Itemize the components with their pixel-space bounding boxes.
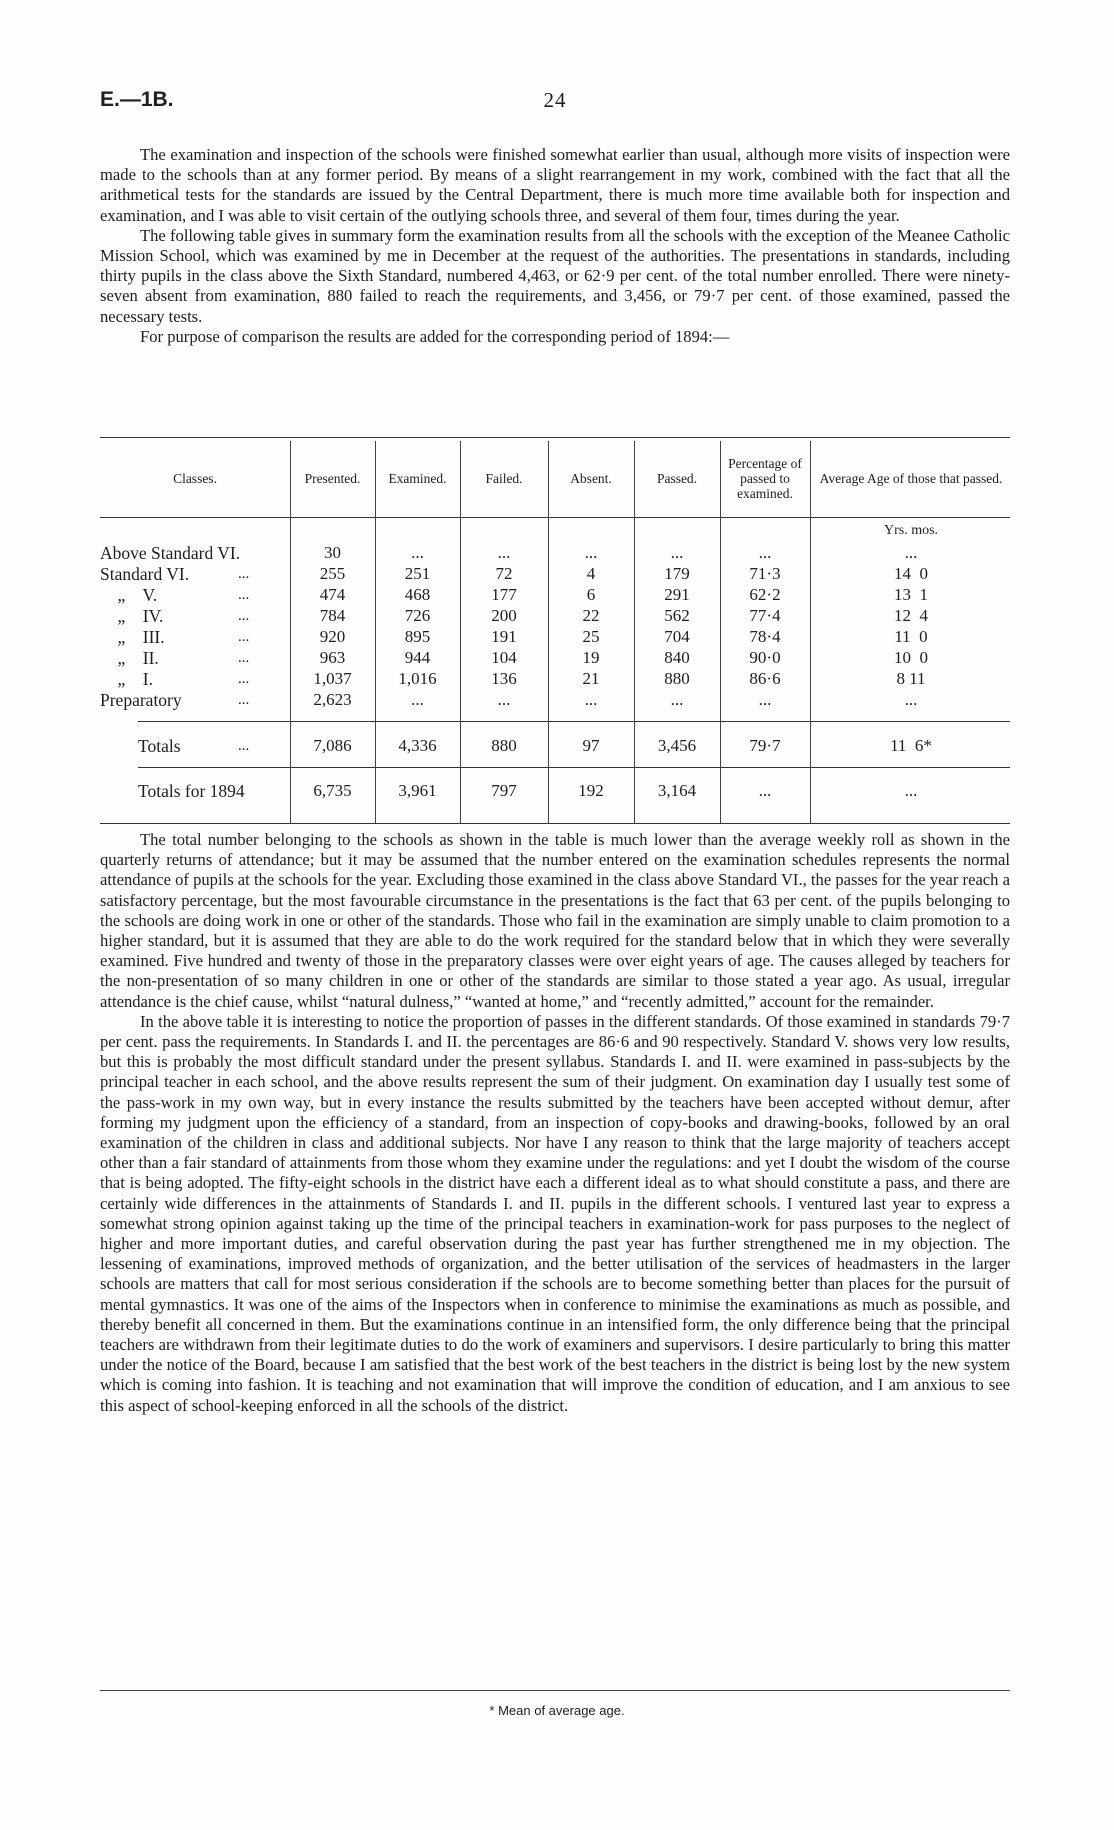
cell-presented: 7,086 xyxy=(313,736,352,755)
cell-failed: ... xyxy=(497,543,511,562)
leader-dots: ... xyxy=(238,738,250,754)
cell-absent: 97 xyxy=(582,736,600,755)
cell-presented: 474 xyxy=(319,585,346,604)
row-label: Preparatory xyxy=(100,690,182,710)
cell-passed: ... xyxy=(670,690,684,709)
footnote: * Mean of average age. xyxy=(489,1703,625,1718)
cell-passed: 3,456 xyxy=(657,736,697,755)
paragraph: The examination and inspection of the schools were finished somewhat earlier than usual, although more visits of inspection were made to the schools than at any former period. By means of a slight rearrangement in my work, combined with the fact that all the arithmetical tests for the standards are issued by the Central Department, there is much more time available both for inspection and examination, and I was able to visit certain of the outlying schools three, and several of them four, times during the year. xyxy=(100,145,1010,225)
totals-1894-rule xyxy=(138,767,1010,768)
cell-failed: 136 xyxy=(491,669,517,688)
cell-percentage: 78·4 xyxy=(749,627,781,646)
cell-failed: 72 xyxy=(495,564,513,583)
cell-average-age: ... xyxy=(904,690,918,709)
cell-failed: 104 xyxy=(491,648,517,667)
cell-percentage: 86·6 xyxy=(749,669,781,688)
cell-percentage: 71·3 xyxy=(749,564,781,583)
document-code: E.—1B. xyxy=(100,88,174,111)
cell-average-age: 13 1 xyxy=(894,585,928,604)
cell-percentage: ... xyxy=(758,690,772,709)
col-header-failed: Failed. xyxy=(485,470,523,486)
cell-average-age: ... xyxy=(904,781,918,800)
results-table xyxy=(100,437,1010,827)
cell-absent: 22 xyxy=(582,606,600,625)
table-bottom-rule xyxy=(100,823,1010,824)
col-header-percentage: Percentage of passed to examined. xyxy=(728,455,802,501)
row-label: Above Standard VI. xyxy=(100,543,241,563)
row-label: „ I. xyxy=(100,669,153,689)
page-number: 24 xyxy=(543,88,567,112)
leader-dots: ... xyxy=(238,650,250,666)
cell-percentage: 77·4 xyxy=(749,606,781,625)
cell-presented: 963 xyxy=(319,648,346,667)
header-rule xyxy=(100,517,1010,518)
col-header-presented: Presented. xyxy=(304,470,361,486)
cell-average-age: 10 0 xyxy=(894,648,928,667)
paragraph: In the above table it is interesting to notice the proportion of passes in the different standards. Of those examined in standards 79·7 per cent. pass the requirements. In Standards I. and II. the percentages are 86·6 and 90 respectively. Standard V. shows very low results, but this is probably the most difficult standard under the present syllabus. Standards I. and II. were examined in pass-subjects by the principal teacher in each school, and the above results represent the sum of their judgment. On examination day I usually test some of the pass-work in my own way, but in every instance the results submitted by the teachers have been accepted without demur, after forming my judgment upon the efficiency of a standard, from an inspection of copy-books and drawing-books, followed by an oral examination of the children in class and additional subjects. Nor have I any reason to think that the large majority of teachers accept other than a fair standard of attainments from those whom they examine under the regulations: and yet I doubt the wisdom of the course that is being adopted. The fifty-eight schools in the district have each a different ideal as to what should constitute a pass, and there are certainly wide differences in the attainments of Standards I. and II. pupils in the different schools. I ventured last year to express a somewhat strong opinion against taking up the time of the principal teachers in examination-work for pass purposes to the neglect of higher and more important duties, and careful observation during the past year has further strengthened me in my objection. The lessening of examinations, improved methods of organization, and the better utilisation of the services of headmasters in the larger schools are matters that call for most serious consideration if the schools are to become something better than places for the pursuit of mental gymnastics. It was one of the aims of the Inspectors when in conference to minimise the examinations as much as possible, and thereby benefit all concerned in them. But the examinations continue in an intensified form, the only difference being that the principal teachers are withdrawn from their legitimate duties to do the work of examiners and supervisors. I desire particularly to bring this matter under the notice of the Board, because I am satisfied that the best work of the best teachers in the district is being lost by the new system which is coming into fashion. It is teaching and not examination that will improve the condition of education, and I am anxious to see this aspect of school-keeping enforced in all the schools of the district. xyxy=(100,1011,1010,1415)
body-text xyxy=(100,830,1010,1416)
cell-examined: 251 xyxy=(404,564,431,583)
cell-examined: 726 xyxy=(404,606,431,625)
row-label: Standard VI. xyxy=(100,564,190,584)
paragraph: The following table gives in summary form the examination results from all the schools with the exception of the Meanee Catholic Mission School, which was examined by me in December at the request of the authorities. The presentations in standards, including thirty pupils in the class above the Sixth Standard, numbered 4,463, or 62·9 per cent. of the total number enrolled. There were ninety-seven absent from examination, 880 failed to reach the requirements, and 3,456, or 79·7 per cent. of those examined, passed the necessary tests. xyxy=(100,225,1010,326)
row-label: „ II. xyxy=(100,648,159,668)
paragraph: The total number belonging to the schools as shown in the table is much lower than the average weekly roll as shown in the quarterly returns of attendance; but it may be assumed that the number entered on the examination schedules represents the normal attendance of pupils at the schools for the year. Excluding those examined in the class above Standard VI., the passes for the year reach a satisfactory percentage, but the most favourable circumstance in the presentations is the fact that 63 per cent. of the pupils belonging to the schools are doing work in one or other of the standards. Those who fail in the examination are simply unable to claim promotion to a higher standard, but it is assumed that they are able to do the work required for the standard below that in which they were severally examined. Five hundred and twenty of those in the preparatory classes were over eight years of age. The causes alleged by teachers for the non-presentation of so many children in one or other of the standards are similar to those stated a year ago. As usual, irregular attendance is the chief cause, whilst “natural dulness,” “wanted at home,” and “recently admitted,” account for the remainder. xyxy=(100,830,1010,1011)
leader-dots: ... xyxy=(238,671,250,687)
cell-passed: 291 xyxy=(664,585,690,604)
col-header-examined: Examined. xyxy=(388,470,447,486)
cell-passed: 704 xyxy=(664,627,690,646)
cell-passed: 840 xyxy=(664,648,690,667)
cell-absent: ... xyxy=(584,690,598,709)
cell-presented: 30 xyxy=(324,543,341,562)
row-label: „ V. xyxy=(100,585,158,605)
age-subheader: Yrs. mos. xyxy=(883,523,939,538)
cell-presented: 255 xyxy=(319,564,346,583)
cell-passed: 562 xyxy=(664,606,690,625)
cell-examined: 944 xyxy=(404,648,431,667)
cell-average-age: 11 6* xyxy=(890,736,932,755)
leader-dots: ... xyxy=(238,692,250,708)
cell-examined: ... xyxy=(411,690,424,709)
cell-failed: 797 xyxy=(491,781,517,800)
leader-dots: ... xyxy=(238,566,250,582)
cell-absent: 19 xyxy=(582,648,600,667)
leader-dots: ... xyxy=(238,629,250,645)
cell-presented: 2,623 xyxy=(313,690,352,709)
row-label: „ III. xyxy=(100,627,165,647)
cell-percentage: 90·0 xyxy=(749,648,781,667)
leader-dots: ... xyxy=(238,608,250,624)
cell-presented: 784 xyxy=(319,606,346,625)
cell-passed: 179 xyxy=(664,564,690,583)
col-header-absent: Absent. xyxy=(570,470,612,486)
cell-average-age: 11 0 xyxy=(894,627,928,646)
cell-presented: 1,037 xyxy=(313,669,352,688)
cell-average-age: ... xyxy=(904,543,918,562)
cell-presented: 6,735 xyxy=(313,781,352,800)
paragraph: For purpose of comparison the results are added for the corresponding period of 1894:— xyxy=(140,326,730,346)
intro-text xyxy=(100,145,1010,347)
row-label: Totals xyxy=(138,736,181,756)
cell-absent: ... xyxy=(584,543,598,562)
cell-percentage: ... xyxy=(758,781,772,800)
cell-presented: 920 xyxy=(319,627,346,646)
cell-percentage: 79·7 xyxy=(749,736,781,755)
cell-examined: 3,961 xyxy=(398,781,437,800)
cell-absent: 192 xyxy=(578,781,604,800)
cell-absent: 6 xyxy=(586,585,596,604)
row-label: „ IV. xyxy=(100,606,164,626)
row-label: Totals for 1894 xyxy=(138,781,245,801)
cell-failed: 880 xyxy=(491,736,517,755)
cell-examined: 4,336 xyxy=(398,736,437,755)
col-header-average-age: Average Age of those that passed. xyxy=(819,470,1003,486)
col-header-passed: Passed. xyxy=(656,470,698,486)
footnote-rule xyxy=(100,1690,1010,1691)
cell-failed: 177 xyxy=(491,585,517,604)
table-top-rule xyxy=(100,437,1010,438)
cell-failed: 191 xyxy=(491,627,517,646)
cell-percentage: ... xyxy=(758,543,772,562)
cell-absent: 4 xyxy=(586,564,596,583)
cell-examined: 895 xyxy=(404,627,431,646)
cell-passed: 880 xyxy=(664,669,690,688)
totals-rule xyxy=(138,721,1010,722)
cell-absent: 25 xyxy=(582,627,600,646)
cell-passed: ... xyxy=(670,543,684,562)
cell-absent: 21 xyxy=(582,669,600,688)
cell-average-age: 8 11 xyxy=(896,669,926,688)
cell-average-age: 12 4 xyxy=(894,606,928,625)
leader-dots: ... xyxy=(238,587,250,603)
cell-percentage: 62·2 xyxy=(749,585,781,604)
cell-failed: 200 xyxy=(491,606,517,625)
cell-examined: ... xyxy=(411,543,424,562)
cell-average-age: 14 0 xyxy=(894,564,928,583)
cell-examined: 1,016 xyxy=(398,669,437,688)
col-header-classes: Classes. xyxy=(173,470,217,486)
cell-failed: ... xyxy=(497,690,511,709)
page-header xyxy=(100,88,1010,122)
cell-passed: 3,164 xyxy=(657,781,697,800)
cell-examined: 468 xyxy=(404,585,431,604)
